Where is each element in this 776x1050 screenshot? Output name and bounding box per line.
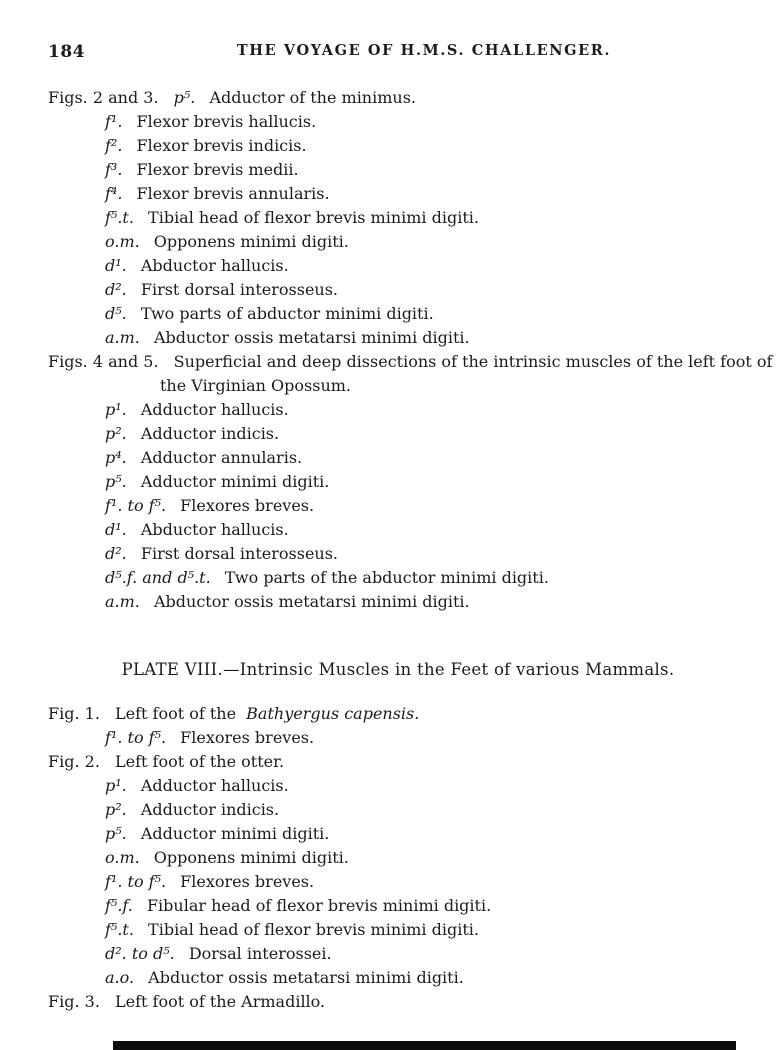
caption-text: Adductor of the minimus. [209, 88, 416, 107]
caption-line [48, 134, 748, 158]
caption-line [48, 206, 748, 230]
caption-text: Left foot of the [115, 704, 237, 723]
caption-text: Abductor ossis metatarsi minimi digiti. [153, 592, 470, 611]
caption-line [48, 302, 748, 326]
caption-text: Abductor hallucis. [140, 520, 289, 539]
caption-line [48, 774, 748, 798]
caption-line [48, 894, 748, 918]
caption-line [48, 966, 748, 990]
abbreviation-label: f⁵.f. [105, 896, 133, 915]
caption-text: Adductor hallucis. [140, 776, 289, 795]
abbreviation-label: a.m. [105, 328, 140, 347]
caption-line [48, 350, 773, 374]
abbreviation-label: d². to d⁵. [105, 944, 175, 963]
caption-text: Adductor hallucis. [140, 400, 289, 419]
caption-text: Flexor brevis medii. [136, 160, 299, 179]
abbreviation-label: p⁴. [105, 448, 127, 467]
caption-text: Left foot of the otter. [115, 752, 285, 771]
scan-artifact-bar [113, 1041, 736, 1050]
abbreviation-label: f¹. [105, 112, 123, 131]
caption-line [48, 494, 748, 518]
caption-text: Opponens minimi digiti. [153, 848, 349, 867]
caption-text: Abductor hallucis. [140, 256, 289, 275]
caption-line [48, 942, 748, 966]
caption-line [48, 822, 748, 846]
caption-text: Adductor minimi digiti. [140, 824, 330, 843]
caption-text: Two parts of abductor minimi digiti. [140, 304, 434, 323]
caption-text: Flexores breves. [180, 496, 315, 515]
caption-text: Adductor indicis. [140, 424, 280, 443]
caption-line [48, 326, 748, 350]
abbreviation-label: a.o. [105, 968, 135, 987]
abbreviation-label: d². [105, 544, 127, 563]
caption-text: Dorsal interossei. [188, 944, 332, 963]
caption-text: Tibial head of flexor brevis minimi digiti. [148, 920, 479, 939]
caption-text: Flexores breves. [180, 728, 315, 747]
abbreviation-label: f². [105, 136, 123, 155]
plate-vii-caption-section [48, 86, 773, 614]
caption-line [48, 230, 748, 254]
caption-line [48, 542, 748, 566]
caption-text: Abductor ossis metatarsi minimi digiti. [153, 328, 470, 347]
caption-line [48, 278, 748, 302]
abbreviation-label: f⁵.t. [105, 208, 134, 227]
caption-line [48, 398, 748, 422]
caption-text: Adductor indicis. [140, 800, 280, 819]
caption-text: Opponens minimi digiti. [153, 232, 349, 251]
abbreviation-label: f¹. to f⁵. [105, 496, 167, 515]
caption-text: Abductor ossis metatarsi minimi digiti. [148, 968, 464, 987]
abbreviation-label: f⁵.t. [105, 920, 134, 939]
page-number: 184 [48, 42, 85, 62]
abbreviation-label: p⁵. [173, 88, 196, 107]
caption-text: First dorsal interosseus. [140, 280, 339, 299]
caption-line [48, 846, 748, 870]
abbreviation-label: o.m. [105, 848, 140, 867]
caption-line [48, 86, 748, 110]
abbreviation-label: f⁴. [105, 184, 123, 203]
caption-text: Adductor annularis. [140, 448, 303, 467]
caption-line [48, 702, 748, 726]
abbreviation-label: p¹. [105, 776, 127, 795]
caption-text: Adductor minimi digiti. [140, 472, 330, 491]
caption-line [48, 158, 748, 182]
caption-line [48, 918, 748, 942]
figure-number-label: Fig. 1. [48, 704, 100, 723]
caption-line [48, 590, 748, 614]
abbreviation-label: p². [105, 800, 127, 819]
plate-viii-heading: PLATE VIII.—Intrinsic Muscles in the Feet of various Mammals. [121, 660, 675, 679]
abbreviation-label: a.m. [105, 592, 140, 611]
caption-line [48, 870, 748, 894]
caption-line [48, 422, 748, 446]
caption-line [48, 446, 748, 470]
caption-text: Fibular head of flexor brevis minimi digiti. [146, 896, 492, 915]
caption-line [48, 990, 748, 1014]
page-header [0, 42, 776, 66]
abbreviation-label: d⁵. [105, 304, 127, 323]
caption-line [48, 518, 748, 542]
figure-caption-list [48, 86, 773, 1014]
abbreviation-label: f¹. to f⁵. [105, 728, 167, 747]
caption-line [48, 566, 748, 590]
caption-text: Superficial and deep dissections of the intrinsic muscles of the left foot of [173, 352, 773, 371]
caption-text: Flexor brevis annularis. [136, 184, 330, 203]
caption-text: Tibial head of flexor brevis minimi digiti. [148, 208, 479, 227]
caption-text: the Virginian Opossum. [160, 376, 352, 395]
abbreviation-label: p¹. [105, 400, 127, 419]
caption-line [48, 182, 748, 206]
abbreviation-label: d¹. [105, 256, 127, 275]
abbreviation-label: p⁵. [105, 824, 127, 843]
caption-line [48, 374, 748, 398]
caption-text: Left foot of the Armadillo. [115, 992, 326, 1011]
caption-line [48, 110, 748, 134]
caption-text: Flexor brevis hallucis. [136, 112, 317, 131]
abbreviation-label: d⁵.f. and d⁵.t. [105, 568, 211, 587]
running-title: THE VOYAGE OF H.M.S. CHALLENGER. [236, 42, 612, 59]
abbreviation-label: d¹. [105, 520, 127, 539]
caption-line [48, 254, 748, 278]
abbreviation-label: f¹. to f⁵. [105, 872, 167, 891]
plate-viii-caption-section [48, 702, 748, 1014]
abbreviation-label: o.m. [105, 232, 140, 251]
abbreviation-label: p². [105, 424, 127, 443]
figure-number-label: Figs. 2 and 3. [48, 88, 159, 107]
abbreviation-label: p⁵. [105, 472, 127, 491]
caption-line [48, 798, 748, 822]
figure-number-label: Figs. 4 and 5. [48, 352, 159, 371]
figure-number-label: Fig. 3. [48, 992, 100, 1011]
abbreviation-label: d². [105, 280, 127, 299]
figure-number-label: Fig. 2. [48, 752, 100, 771]
caption-text: Flexor brevis indicis. [136, 136, 307, 155]
caption-text: First dorsal interosseus. [140, 544, 339, 563]
caption-line [48, 726, 748, 750]
caption-text: Flexores breves. [180, 872, 315, 891]
caption-text: Two parts of the abductor minimi digiti. [224, 568, 549, 587]
caption-line [48, 750, 748, 774]
species-name-italic: Bathyergus capensis. [246, 704, 420, 723]
caption-line [48, 470, 748, 494]
abbreviation-label: f³. [105, 160, 123, 179]
